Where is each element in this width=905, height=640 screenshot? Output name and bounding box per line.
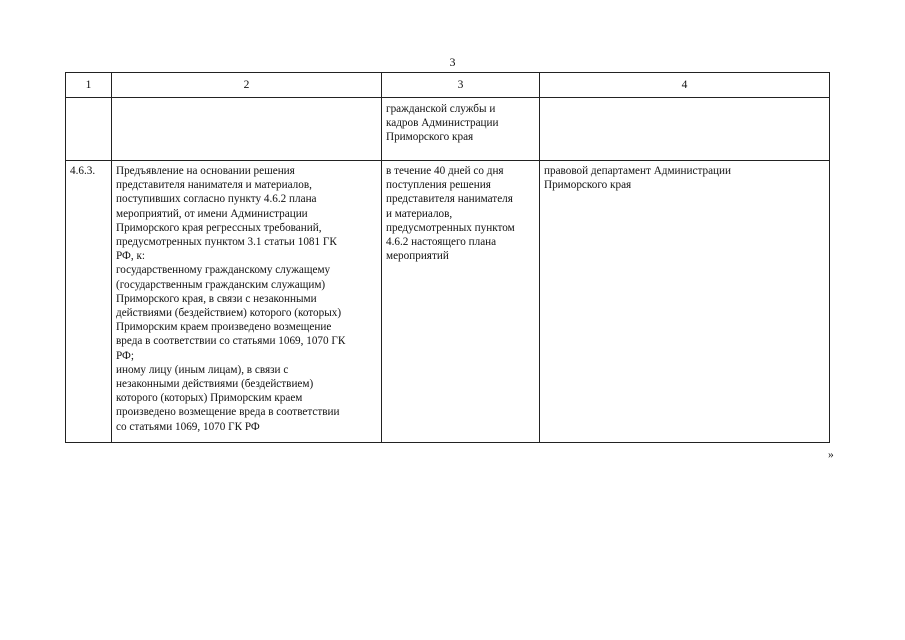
- cell-measure: [112, 98, 382, 161]
- column-header-3: 3: [382, 73, 540, 98]
- plan-table: [65, 72, 830, 443]
- closing-quote: »: [828, 449, 834, 461]
- table-row-4-6-3: [66, 161, 830, 443]
- cell-responsible: правовой департамент Администрации Приморского края: [540, 161, 830, 443]
- table-row-continuation: [66, 98, 830, 161]
- cell-number: 4.6.3.: [66, 161, 112, 443]
- table-header-row: [66, 73, 830, 98]
- column-header-1: 1: [66, 73, 112, 98]
- cell-deadline: в течение 40 дней со дня поступления решения представителя нанимателя и материалов, предусмотренных пунктом 4.6.2 настоящего плана мероприятий: [382, 161, 540, 443]
- page-number: 3: [449, 55, 456, 69]
- column-header-2: 2: [112, 73, 382, 98]
- cell-measure: Предъявление на основании решения представителя нанимателя и материалов, поступивших согласно пункту 4.6.2 плана мероприятий, от имени Администрации Приморского края регрессных требований, предусмотренных пунктом 3.1 статьи 1081 ГК РФ, к: государственному гражданскому служащему (государственным гражданским служащим) Приморского края, в связи с незаконными действиями (бездействием) которого (которых) Приморским краем произведено возмещение вреда в соответствии со статьями 1069, 1070 ГК РФ; иному лицу (иным лицам), в связи с незаконными действиями (бездействием) которого (которых) Приморским краем произведено возмещение вреда в соответствии со статьями 1069, 1070 ГК РФ: [112, 161, 382, 443]
- cell-responsible: [540, 98, 830, 161]
- column-header-4: 4: [540, 73, 830, 98]
- cell-number: [66, 98, 112, 161]
- cell-deadline: гражданской службы и кадров Администрации Приморского края: [382, 98, 540, 161]
